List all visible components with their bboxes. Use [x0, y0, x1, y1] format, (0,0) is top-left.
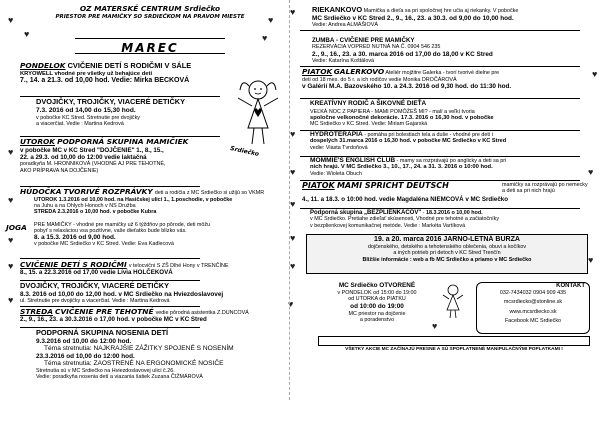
- event-line: deti od 18 mes. do 5 r. a ich rodičov vedie Monika DROČÁROVÁ: [302, 76, 457, 83]
- event-line: REZERVÁCIA VOPRED NUTNÁ NA Č. 0904 546 235: [312, 44, 441, 51]
- event-cvicenie-deti: [20, 261, 280, 276]
- contact-facebook[interactable]: Facebook MC Srdiečko: [504, 317, 562, 324]
- heart-icon: ♥: [588, 255, 594, 265]
- event-line: VEĽKÁ NOC Z PAPIERA - MAMI POMÔŽEŠ MI? - malí a veľkí tvoria: [310, 108, 475, 115]
- separator: [20, 258, 200, 259]
- event-line: - pomáha pri bolestiach tela a duše - vhodné pre deti i: [364, 132, 493, 138]
- event-line: MC Srdiečko v KC Stred 2., 9., 16., 23. a 30.3. od 9,00 do 10,00 hod.: [312, 14, 514, 22]
- event-title: HYDROTERAPIA: [310, 131, 363, 138]
- event-title: CVIČENIE PRE TEHOTNÉ: [55, 307, 154, 316]
- footer-notice: [318, 336, 590, 352]
- event-line: poradkyňa M. HRONNIKOVÁ (VHODNÉ AJ PRE TEHOTNÉ,: [20, 161, 166, 168]
- event-line: 2., 9., 16., 23. a 30. marca 2016 od 17,00 do 18,00 v KC Stred: [312, 50, 493, 58]
- contact-phone: 032-7434032 0904 909 435: [499, 290, 567, 296]
- event-line: ul. Stretnutie pre dvojičky a viacerčiat. Vedie : Martina Kedrová: [20, 298, 170, 305]
- event-line: 23.3.2016 od 10,00 do 12:00 hod.: [36, 352, 135, 360]
- event-title: KREATÍVNY RODIČ A ŠIKOVNÉ DIEŤA: [310, 100, 427, 107]
- event-line: dospelých 31.marca 2016 o 16,30 hod. v pobočke MC Srdiečko v KC Stred: [310, 138, 507, 145]
- opening-hours: [322, 282, 432, 323]
- heart-icon: ♥: [290, 129, 296, 139]
- event-line: Mamička a dieťa sa pri spoločnej hre učia aj riekanky. V pobočke: [363, 8, 519, 14]
- event-line: 7., 14. a 21.3. od 10,00 hod. Vedie: Mirka BECKOVÁ: [20, 76, 190, 84]
- event-line: AKO PRÍPRAVA NA DOJČENIE): [20, 167, 99, 174]
- burza-title: 19. a 20. marca 2016 JARNO-LETNÁ BURZA: [374, 236, 520, 243]
- event-line: 2., 9., 16., 23. a 30.3.2016 o 17,00 hod. v pobočke MC v KC Stred: [20, 315, 207, 323]
- event-line: nich hrajú. V MC Srdiečko 3., 10., 17., 24. a 31. 3. 2016 o 10:00 hod.: [310, 164, 493, 171]
- heart-icon: ♥: [8, 235, 14, 245]
- event-title: MAMI SPRICHT DEUTSCH: [336, 181, 449, 190]
- event-line: Vedie: poradkyňa nosenia detí a viazania šatiek Zuzana ČIŽMÁROVÁ: [36, 374, 203, 381]
- event-line: MC Srdiečko v KC Stred. Vedie: Miriam Gajarská: [310, 121, 428, 128]
- heart-icon: ♥: [8, 261, 14, 271]
- heart-icon: ♥: [432, 321, 438, 331]
- event-subtitle: TVORIVÉ ROZPRÁVKY: [63, 187, 153, 196]
- event-line: STREDA 2.3.2016 o 10,00 hod. v pobočke Kubra: [34, 209, 157, 216]
- event-joga: [6, 222, 280, 247]
- event-hydroterapia: [310, 132, 594, 151]
- contact-email[interactable]: mcsrdiecko@stonline.sk: [503, 299, 563, 306]
- event-title: DVOJIČKY, TROJIČKY, VIACERÉ DETIČKY: [20, 281, 170, 290]
- event-line: - mamy sa rozprávajú po anglicky a deti sa pri: [396, 158, 507, 164]
- separator: [300, 98, 580, 99]
- event-dvojicky-2: [20, 282, 280, 305]
- heart-icon: ♥: [8, 295, 14, 305]
- event-line: JOGA PRE MAMIČKY - vhodné pre mamičky už 6 týždňov po pôrode, deti môžu: [6, 222, 211, 232]
- day-title: PIATOK: [302, 67, 333, 76]
- event-title: RIEKANKOVO: [312, 5, 363, 14]
- burza-announcement: [306, 234, 588, 274]
- event-bezplienkaci: Podporná skupina „BEZPLIENKÁČOV" - 18.3.2016 o 10,00 hod. v MC Srdiečko. Pretiahe zdieľať skúsenosti, Vhodné pre tehotné a začiatočníky v bezplienkovej komunikačnej metóde. Vedie : Markéta Vartíková: [310, 210, 594, 229]
- heart-icon: ♥: [588, 167, 594, 177]
- heart-icon: ♥: [262, 33, 268, 43]
- event-line: 4., 11. a 18.3. o 10:00 hod. vedie Magdaléna NIEMCOVÁ v MC Srdiečko: [302, 195, 508, 203]
- event-line: spoločne velkonočné dekorácie. 17.3. 2016 o 16,30 hod. v pobočke: [310, 114, 494, 121]
- event-line: 8., 15. a 22.3.2016 od 17,00 vedie Lívia HOLČEKOVÁ: [20, 268, 173, 276]
- burza-line: Bližšie informácie : web a fb MC Srdiečko a priamo v MC Srdiečko: [362, 256, 532, 263]
- heart-icon: ♥: [290, 199, 296, 209]
- heart-icon: ♥: [8, 147, 14, 157]
- event-utorok-dojcenie: [20, 138, 270, 174]
- separator: [300, 30, 580, 31]
- column-divider: [289, 0, 290, 400]
- heart-icon: ♥: [290, 167, 296, 177]
- event-line: deti a rodičia z MC Srdiečko si užijú so VKMR: [154, 190, 265, 196]
- event-line: 7.3. 2016 od 14,00 do 15,30 hod.: [36, 106, 136, 114]
- event-line: v MC Srdiečko. Pretiahe zdieľať skúsenosti, Vhodné pre tehotné a začiatočníky: [310, 216, 500, 223]
- event-line: vedie pôrodná asistentka Z.DUNCOVÁ: [155, 310, 249, 316]
- event-line: 8.3. 2016 od 10,00 do 12,00 hod. v MC Srdiečko na Hviezdoslavovej: [20, 290, 224, 298]
- footer-text: VŠETKY AKCIE MC ZAČÍNAJÚ PRESNE A SÚ SPOPLATNENÉ MANIPULAČNÝMI POPLATKAMI !: [345, 347, 563, 352]
- heart-icon: ♥: [592, 69, 598, 79]
- event-line: 18.3.2016 o 10,00 hod.: [425, 210, 483, 216]
- event-title: PODPORNÁ SKUPINA MAMIČIEK: [57, 137, 189, 146]
- org-tagline: PRIESTOR PRE MAMIČKY SO SRDIEČKOM NA PRAVOM MIESTE: [55, 14, 245, 20]
- heart-icon: ♥: [8, 195, 14, 205]
- event-title: MOMMIE'S ENGLISH CLUB: [310, 157, 396, 164]
- day-title: UTOROK: [20, 137, 56, 146]
- event-line: Vedie: Katarína Koštálová: [312, 58, 375, 65]
- event-line: Ateliér mojžitre Galerka - tvorí tvorivé dielne pre: [385, 70, 500, 76]
- event-line: Téma stretnutia: NAJKRAJŠIE ZÁŽITKY SPOJENÉ S NOSENÍM: [44, 345, 234, 353]
- event-line: Vedie: Wioleta Obuch: [310, 170, 362, 177]
- event-line: 9.3.2016 od 10,00 do 12:00 hod.: [36, 337, 132, 345]
- event-line: mamičky sa rozprávajú po nemecky a deti sa pri nich hrajú: [502, 182, 588, 195]
- separator: [300, 208, 580, 209]
- event-pondelok-cvicenie: [20, 62, 260, 85]
- heart-icon: ♥: [268, 15, 274, 25]
- event-line: 8. a 15.3. 2016 od 9,00 hod.: [34, 233, 116, 241]
- event-mommies-english-club: [310, 158, 594, 177]
- event-nosenie-deti: [36, 329, 286, 381]
- heart-icon: ♥: [290, 261, 296, 271]
- opening-hours-line: v PONDELOK od 15:00 do 19:00: [337, 290, 417, 296]
- opening-hours-line: a poradenstvo: [359, 316, 395, 323]
- event-hudocka: [20, 188, 280, 215]
- event-title: CVIČENIE DETÍ S RODIČMI: [20, 260, 127, 269]
- event-line: a viacerčiat. Vedie : Martina Kedrová: [36, 120, 124, 127]
- event-line: Stretnutia sú v MC Srdiečko na Hviezdoslavovej ulici č.26.: [36, 367, 175, 374]
- contact-title: KONTAKT: [556, 283, 585, 289]
- event-title: CVIČENIE DETÍ S RODIČMI V SÁLE: [67, 61, 192, 70]
- heart-icon: ♥: [290, 233, 296, 243]
- event-line: v pobočke MC Srdiečko v KC Stred. Vedie: Eva Kadlecová: [34, 240, 174, 247]
- heart-icon: ♥: [288, 299, 294, 309]
- heart-icon: ♥: [24, 29, 30, 39]
- day-title: PIATOK: [302, 181, 335, 190]
- event-line: v pobočke KC Stred. Stretnutie pre dvojičky: [36, 114, 140, 121]
- contact-website[interactable]: www.mcsrdiecko.sk: [509, 308, 557, 315]
- event-kreativny-rodic: [310, 100, 594, 127]
- opening-hours-title: MC Srdiečko OTVORENÉ: [338, 282, 416, 289]
- event-title: JOGA: [6, 223, 27, 232]
- opening-hours-line: od 10:00 do 19:00: [350, 302, 404, 310]
- burza-line: dojčenského, detského a tehotenského oblečenia, obuvi a kočíkov: [367, 244, 527, 250]
- event-line: Téma stretnutia: ZAOSTRENÉ NA ERGONOMICKÉ NOSIČE: [44, 360, 224, 368]
- event-piatok-deutsch: [302, 182, 596, 203]
- event-line: KRYOWELL vhodné pre všetky už behajúce deti: [20, 70, 153, 77]
- day-title: STREDA: [20, 307, 53, 316]
- org-name: OZ MATERSKÉ CENTRUM Srdiečko: [79, 4, 221, 13]
- event-line: v Galérií M.A. Bazovského 10. a 24.3. 2016 od 9,30 hod. do 11:30 hod.: [302, 82, 512, 90]
- burza-line: a iných potrieb pri detoch v KC Stred Trenčín: [393, 250, 501, 257]
- event-line: pobyť s relaxáciou vsa pozitívne, vaše dieťatko bude blízko vás.: [34, 228, 187, 235]
- event-streda-tehotne: [20, 308, 280, 323]
- figure-label: Srdiečko: [229, 145, 260, 158]
- event-title: GALERKOVO: [333, 67, 385, 76]
- event-title: HÚDOČKA: [20, 187, 62, 196]
- event-line: ZUMBA - CVIČENIE PRE MAMIČKY: [312, 37, 415, 44]
- event-line: v bezplienkovej komunikačnej metóde. Vedie : Markéta Vartíková: [310, 222, 466, 229]
- event-line: v telocvični S ZŠ Dlhé Hony v TRENČÍNE: [128, 263, 229, 269]
- event-piatok-galerkovo: [302, 68, 592, 91]
- event-line: v pobočke MC v KC Stred "DOJČENIE" 1., 8., 15.,: [20, 146, 164, 154]
- event-dvojicky-1: [36, 98, 236, 127]
- event-riekankovo: [312, 6, 596, 29]
- event-title: Podporná skupina „BEZPLIENKÁČOV": [310, 210, 422, 216]
- page-header: [40, 4, 260, 21]
- event-line: vedie: Viasta Tvrdoňová: [310, 144, 368, 151]
- opening-hours-line: MC priestor na dojčenie: [348, 310, 406, 317]
- month-title: MAREC: [121, 41, 179, 55]
- opening-hours-line: od UTORKA do PIATKU: [348, 296, 406, 303]
- event-line: UTOROK 1.3.2016 od 10,00 hod. na Hasičskej ulici 1., 1.poschodie, v pobočke: [34, 196, 233, 203]
- event-title: DVOJIČKY, TROJIČKY, VIACERÉ DETIČKY: [36, 97, 186, 106]
- month-banner: [75, 38, 225, 54]
- event-line: 22. a 29.3. od 10,00 do 12:00 vedie laktačná: [20, 154, 147, 161]
- heart-icon: ♥: [290, 7, 296, 17]
- day-title: PONDELOK: [20, 61, 66, 70]
- event-zumba: [312, 38, 596, 65]
- heart-icon: ♥: [8, 15, 14, 25]
- contact-box: [476, 282, 590, 334]
- event-line: Vedie: Andrea ALMÁŠIOVÁ: [312, 22, 378, 29]
- event-title: PODPORNÁ SKUPINA NOSENIA DETÍ: [36, 328, 169, 337]
- mascot-illustration: [440, 282, 466, 322]
- event-line: na Juhu a na Ohlych Honoch v NS Družba: [34, 202, 136, 209]
